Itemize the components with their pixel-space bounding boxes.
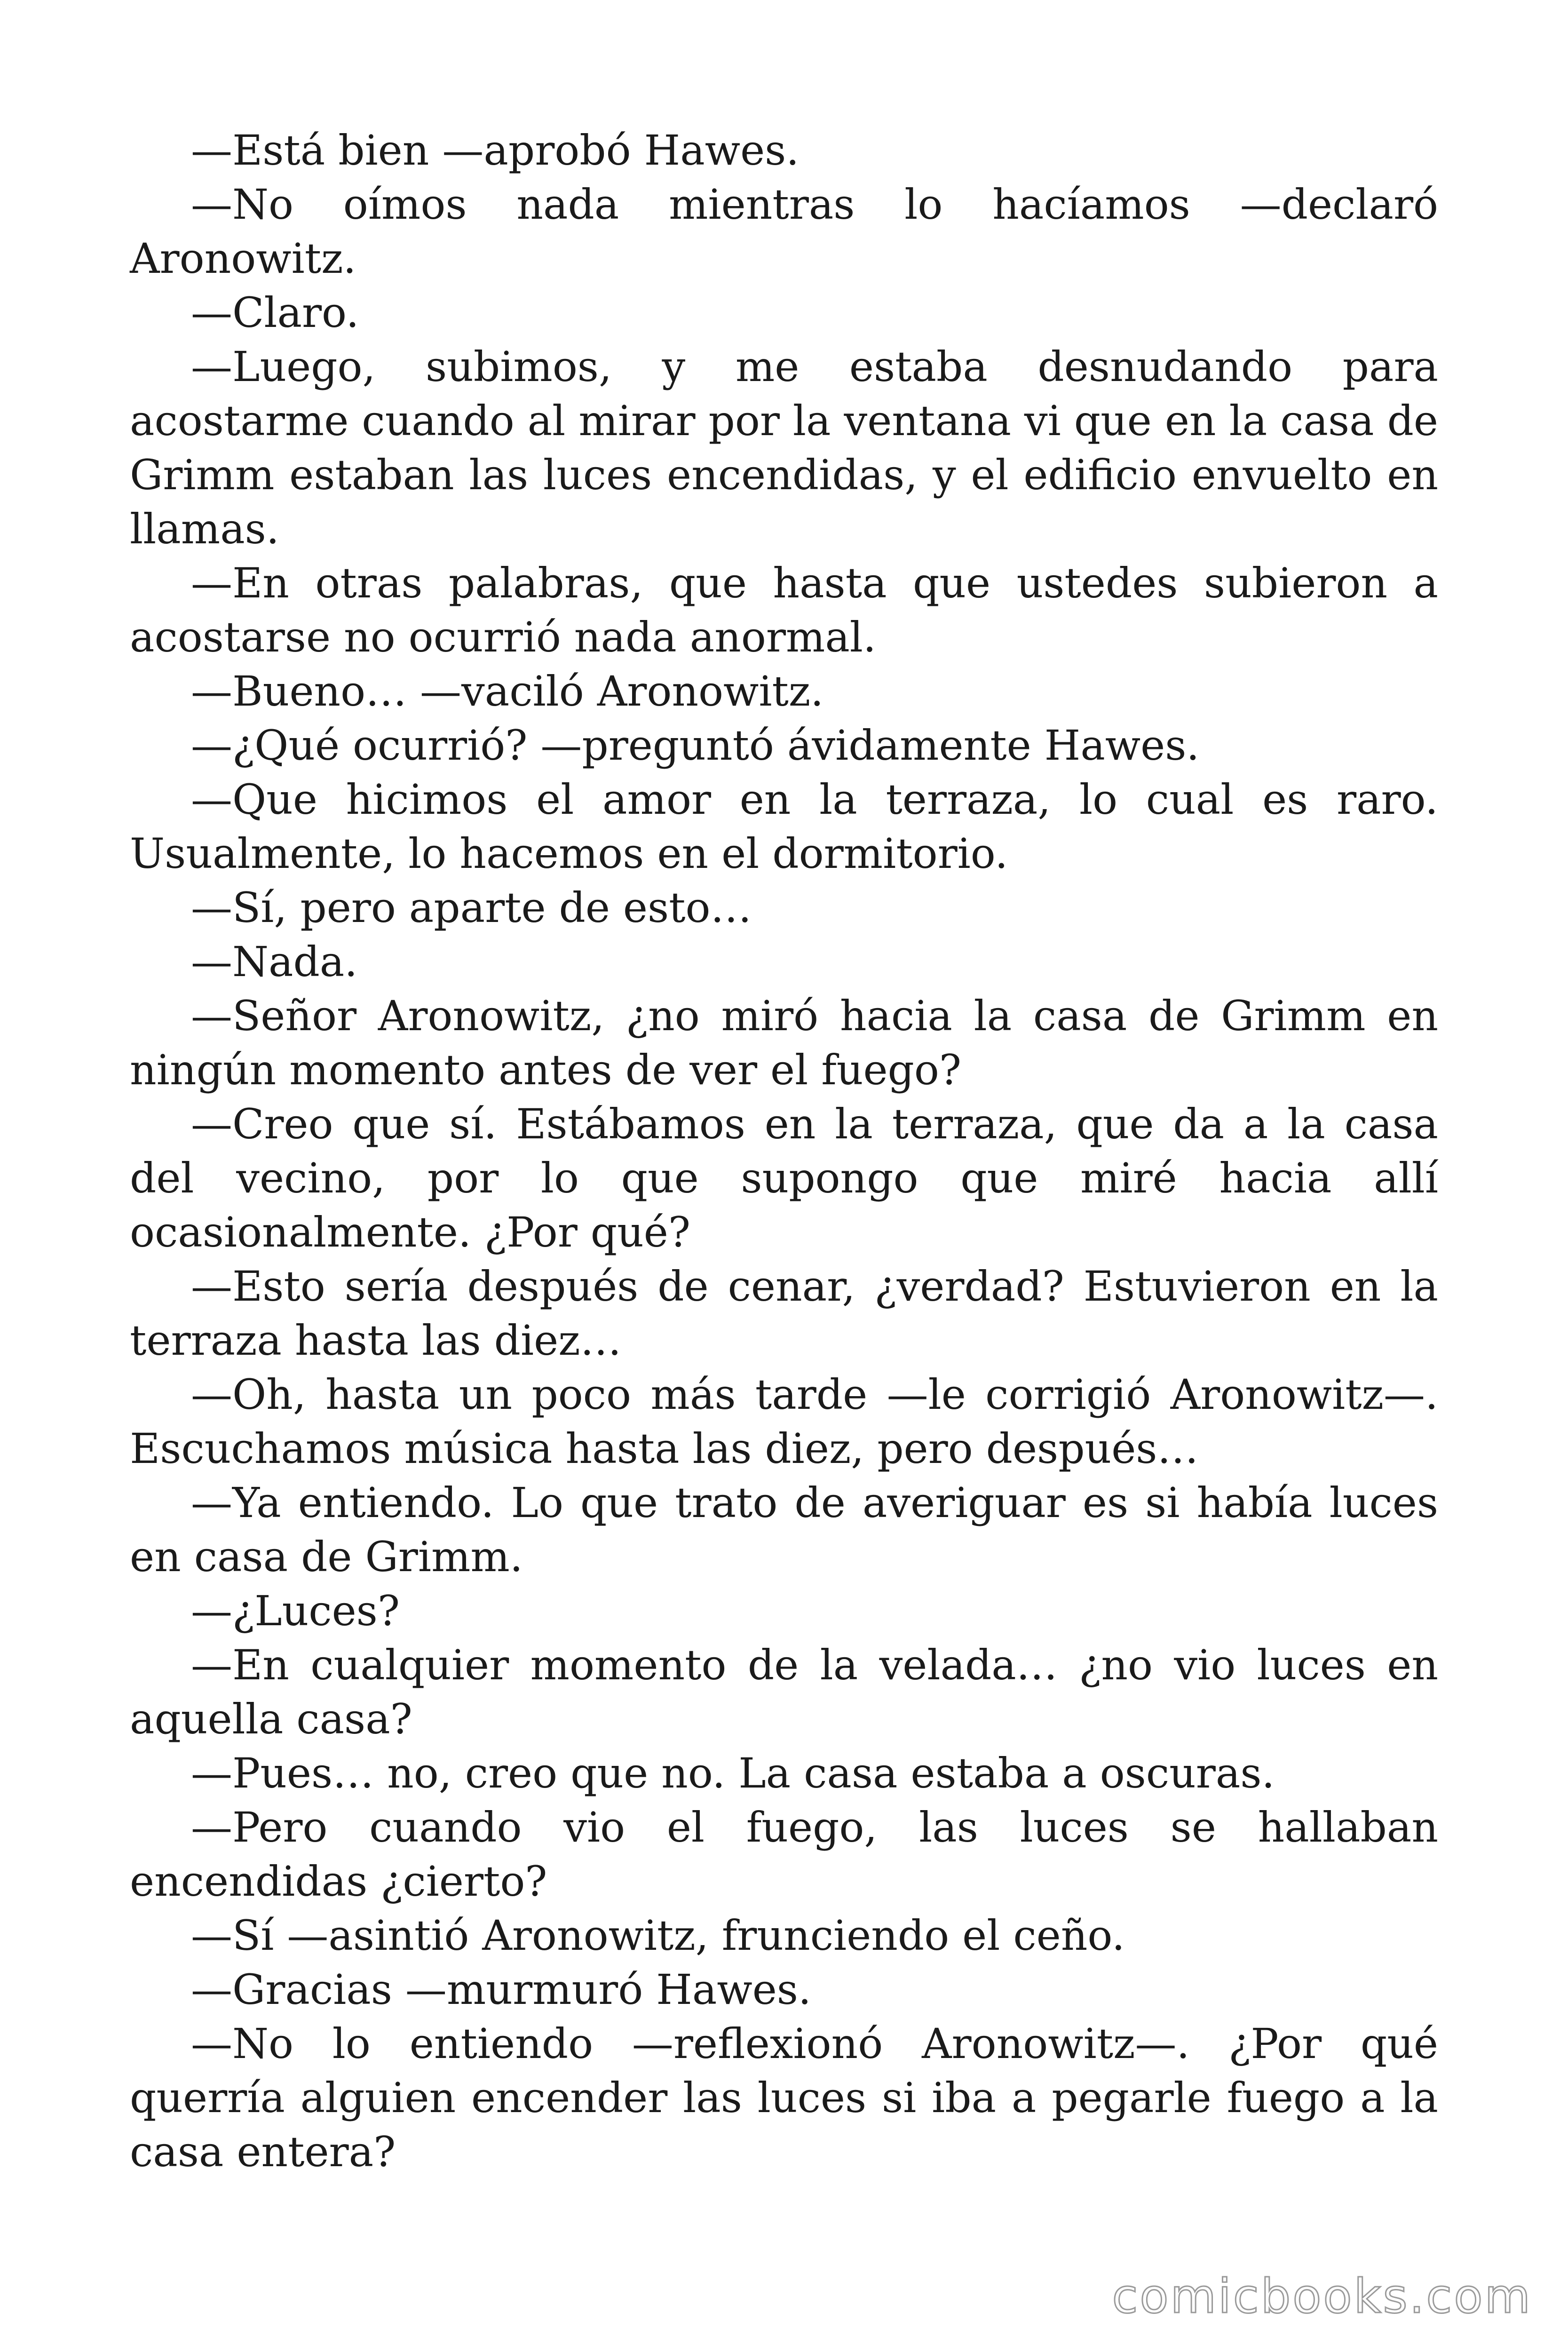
paragraph: —Oh, hasta un poco más tarde —le corrigió Aronowitz—. Escuchamos música hasta las diez, pero después… [130,1370,1438,1473]
paragraph: —¿Luces? [191,1587,400,1635]
paragraph: —Bueno… —vaciló Aronowitz. [191,667,824,715]
paragraph: —No oímos nada mientras lo hacíamos —declaró Aronowitz. [130,180,1438,283]
watermark: comicbooks.com [1112,2269,1532,2324]
paragraph: —Pues… no, creo que no. La casa estaba a oscuras. [191,1749,1275,1797]
paragraph: —No lo entiendo —reflexionó Aronowitz—. ¿Por qué querría alguien encender las luces si iba a pegarle fuego a la casa entera? [130,2019,1438,2176]
paragraph: —Claro. [191,288,359,337]
paragraph: —En otras palabras, que hasta que ustedes subieron a acostarse no ocurrió nada anormal. [130,559,1438,661]
paragraph: —¿Qué ocurrió? —preguntó ávidamente Hawes. [191,721,1200,770]
paragraph: —Luego, subimos, y me estaba desnudando para acostarme cuando al mirar por la ventana vi que en la casa de Grimm estaban las luces encendidas, y el edificio envuelto en llamas. [130,342,1438,553]
paragraph: —Ya entiendo. Lo que trato de averiguar es si había luces en casa de Grimm. [130,1478,1438,1581]
paragraph: —Sí —asintió Aronowitz, frunciendo el ceño. [191,1911,1125,1960]
paragraph: —Que hicimos el amor en la terraza, lo cual es raro. Usualmente, lo hacemos en el dormitorio. [130,775,1438,878]
paragraph: —En cualquier momento de la velada… ¿no vio luces en aquella casa? [130,1641,1438,1743]
page-body-text [130,123,1438,2179]
paragraph: —Gracias —murmuró Hawes. [191,1965,811,2014]
paragraph: —Esto sería después de cenar, ¿verdad? Estuvieron en la terraza hasta las diez… [130,1262,1438,1365]
paragraph: —Está bien —aprobó Hawes. [191,126,800,175]
paragraph: —Señor Aronowitz, ¿no miró hacia la casa de Grimm en ningún momento antes de ver el fuego? [130,992,1438,1094]
paragraph: —Creo que sí. Estábamos en la terraza, que da a la casa del vecino, por lo que supongo que miré hacia allí ocasionalmente. ¿Por qué? [130,1100,1438,1256]
paragraph: —Pero cuando vio el fuego, las luces se hallaban encendidas ¿cierto? [130,1803,1438,1906]
paragraph: —Nada. [191,938,358,986]
paragraph: —Sí, pero aparte de esto… [191,883,752,932]
